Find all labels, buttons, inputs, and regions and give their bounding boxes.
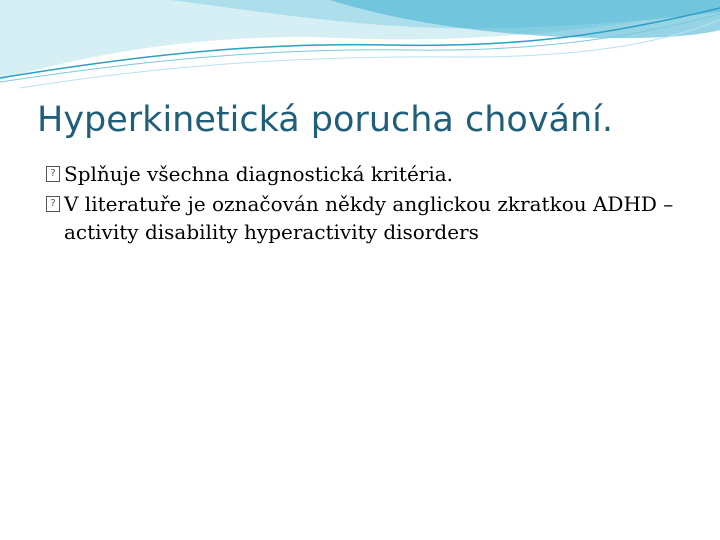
bullet-item <box>46 160 686 188</box>
bullet-item <box>46 190 686 246</box>
slide-title: Hyperkinetická porucha chování. <box>37 100 614 140</box>
bullet-text: Splňuje všechna diagnostická kritéria. <box>64 162 454 186</box>
bullet-list <box>46 160 686 248</box>
bullet-text: V literatuře je označován někdy anglickou zkratkou ADHD – activity disability hyperactivity disorders <box>64 192 674 244</box>
missing-glyph-bullet-icon: ? <box>46 166 60 182</box>
header-wave-decoration <box>0 0 720 90</box>
missing-glyph-bullet-icon: ? <box>46 196 60 212</box>
